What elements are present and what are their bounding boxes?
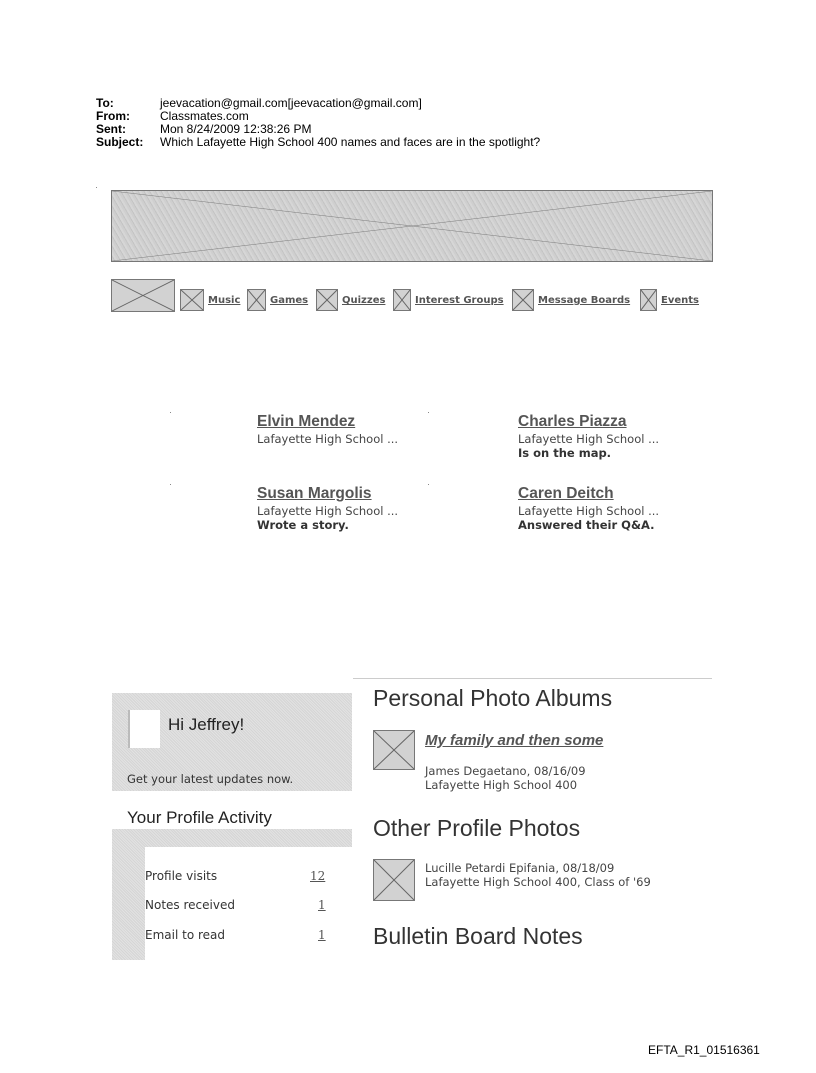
avatar: [128, 710, 160, 748]
subject-value: Which Lafayette High School 400 names and faces are in the spotlight?: [160, 135, 541, 149]
nav-link-music[interactable]: Music: [208, 295, 241, 306]
updates-link[interactable]: Get your latest updates now.: [127, 772, 294, 786]
person-school: Lafayette High School ...: [257, 432, 399, 446]
banner-image-placeholder: [111, 190, 713, 262]
events-icon: [640, 289, 657, 311]
photo-placeholder-dot: [170, 412, 171, 413]
nav-link-message-boards[interactable]: Message Boards: [538, 295, 631, 306]
person-name-link[interactable]: Susan Margolis: [257, 485, 372, 502]
photo-thumbnail-placeholder[interactable]: [373, 859, 415, 901]
sent-label: Sent:: [96, 122, 126, 136]
album-school: Lafayette High School 400: [425, 778, 578, 792]
greeting-text: Hi Jeffrey!: [168, 715, 245, 734]
sent-value: Mon 8/24/2009 12:38:26 PM: [160, 122, 312, 136]
quizzes-icon: [316, 289, 338, 311]
photo-placeholder-dot: [428, 412, 429, 413]
from-label: From:: [96, 109, 130, 123]
interest-groups-icon: [393, 289, 411, 311]
person-activity: Is on the map.: [518, 446, 612, 460]
person-activity: Answered their Q&A.: [518, 518, 655, 532]
nav-link-events[interactable]: Events: [661, 295, 699, 306]
nav-link-games[interactable]: Games: [270, 295, 309, 306]
stat-label: Profile visits: [145, 869, 218, 883]
stat-label: Email to read: [145, 928, 225, 942]
album-title-link[interactable]: My family and then some: [425, 732, 604, 749]
subject-label: Subject:: [96, 135, 144, 149]
person-school: Lafayette High School ...: [518, 504, 660, 518]
logo-image-placeholder: [111, 279, 175, 312]
stat-label: Notes received: [145, 898, 235, 912]
stat-value-link[interactable]: 1: [318, 928, 326, 942]
album-thumbnail-placeholder[interactable]: [373, 730, 415, 770]
music-icon: [180, 289, 204, 311]
from-value: Classmates.com: [160, 109, 249, 123]
photo-placeholder-dot: [170, 484, 171, 485]
document-id: EFTA_R1_01516361: [648, 1043, 760, 1057]
person-school: Lafayette High School ...: [518, 432, 660, 446]
message-boards-icon: [512, 289, 534, 311]
stat-value-link[interactable]: 1: [318, 898, 326, 912]
person-school: Lafayette High School ...: [257, 504, 399, 518]
to-label: To:: [96, 96, 114, 110]
other-photos-title: Other Profile Photos: [373, 815, 581, 841]
photo-owner: Lucille Petardi Epifania, 08/18/09: [425, 861, 615, 875]
photo-placeholder-dot: [428, 484, 429, 485]
to-value: jeevacation@gmail.com[jeevacation@gmail.com]: [160, 96, 422, 110]
profile-activity-title: Your Profile Activity: [127, 808, 272, 827]
albums-title: Personal Photo Albums: [373, 685, 613, 711]
stat-value-link[interactable]: 12: [310, 869, 326, 883]
section-divider: [353, 678, 712, 679]
person-name-link[interactable]: Caren Deitch: [518, 485, 614, 502]
stray-dot: [96, 187, 97, 188]
photo-school: Lafayette High School 400, Class of '69: [425, 875, 651, 889]
nav-link-interest-groups[interactable]: Interest Groups: [415, 295, 504, 306]
person-name-link[interactable]: Charles Piazza: [518, 413, 627, 430]
person-name-link[interactable]: Elvin Mendez: [257, 413, 356, 430]
album-owner: James Degaetano, 08/16/09: [425, 764, 586, 778]
games-icon: [247, 289, 266, 311]
nav-link-quizzes[interactable]: Quizzes: [342, 295, 386, 306]
bulletin-title: Bulletin Board Notes: [373, 923, 583, 949]
person-activity: Wrote a story.: [257, 518, 349, 532]
